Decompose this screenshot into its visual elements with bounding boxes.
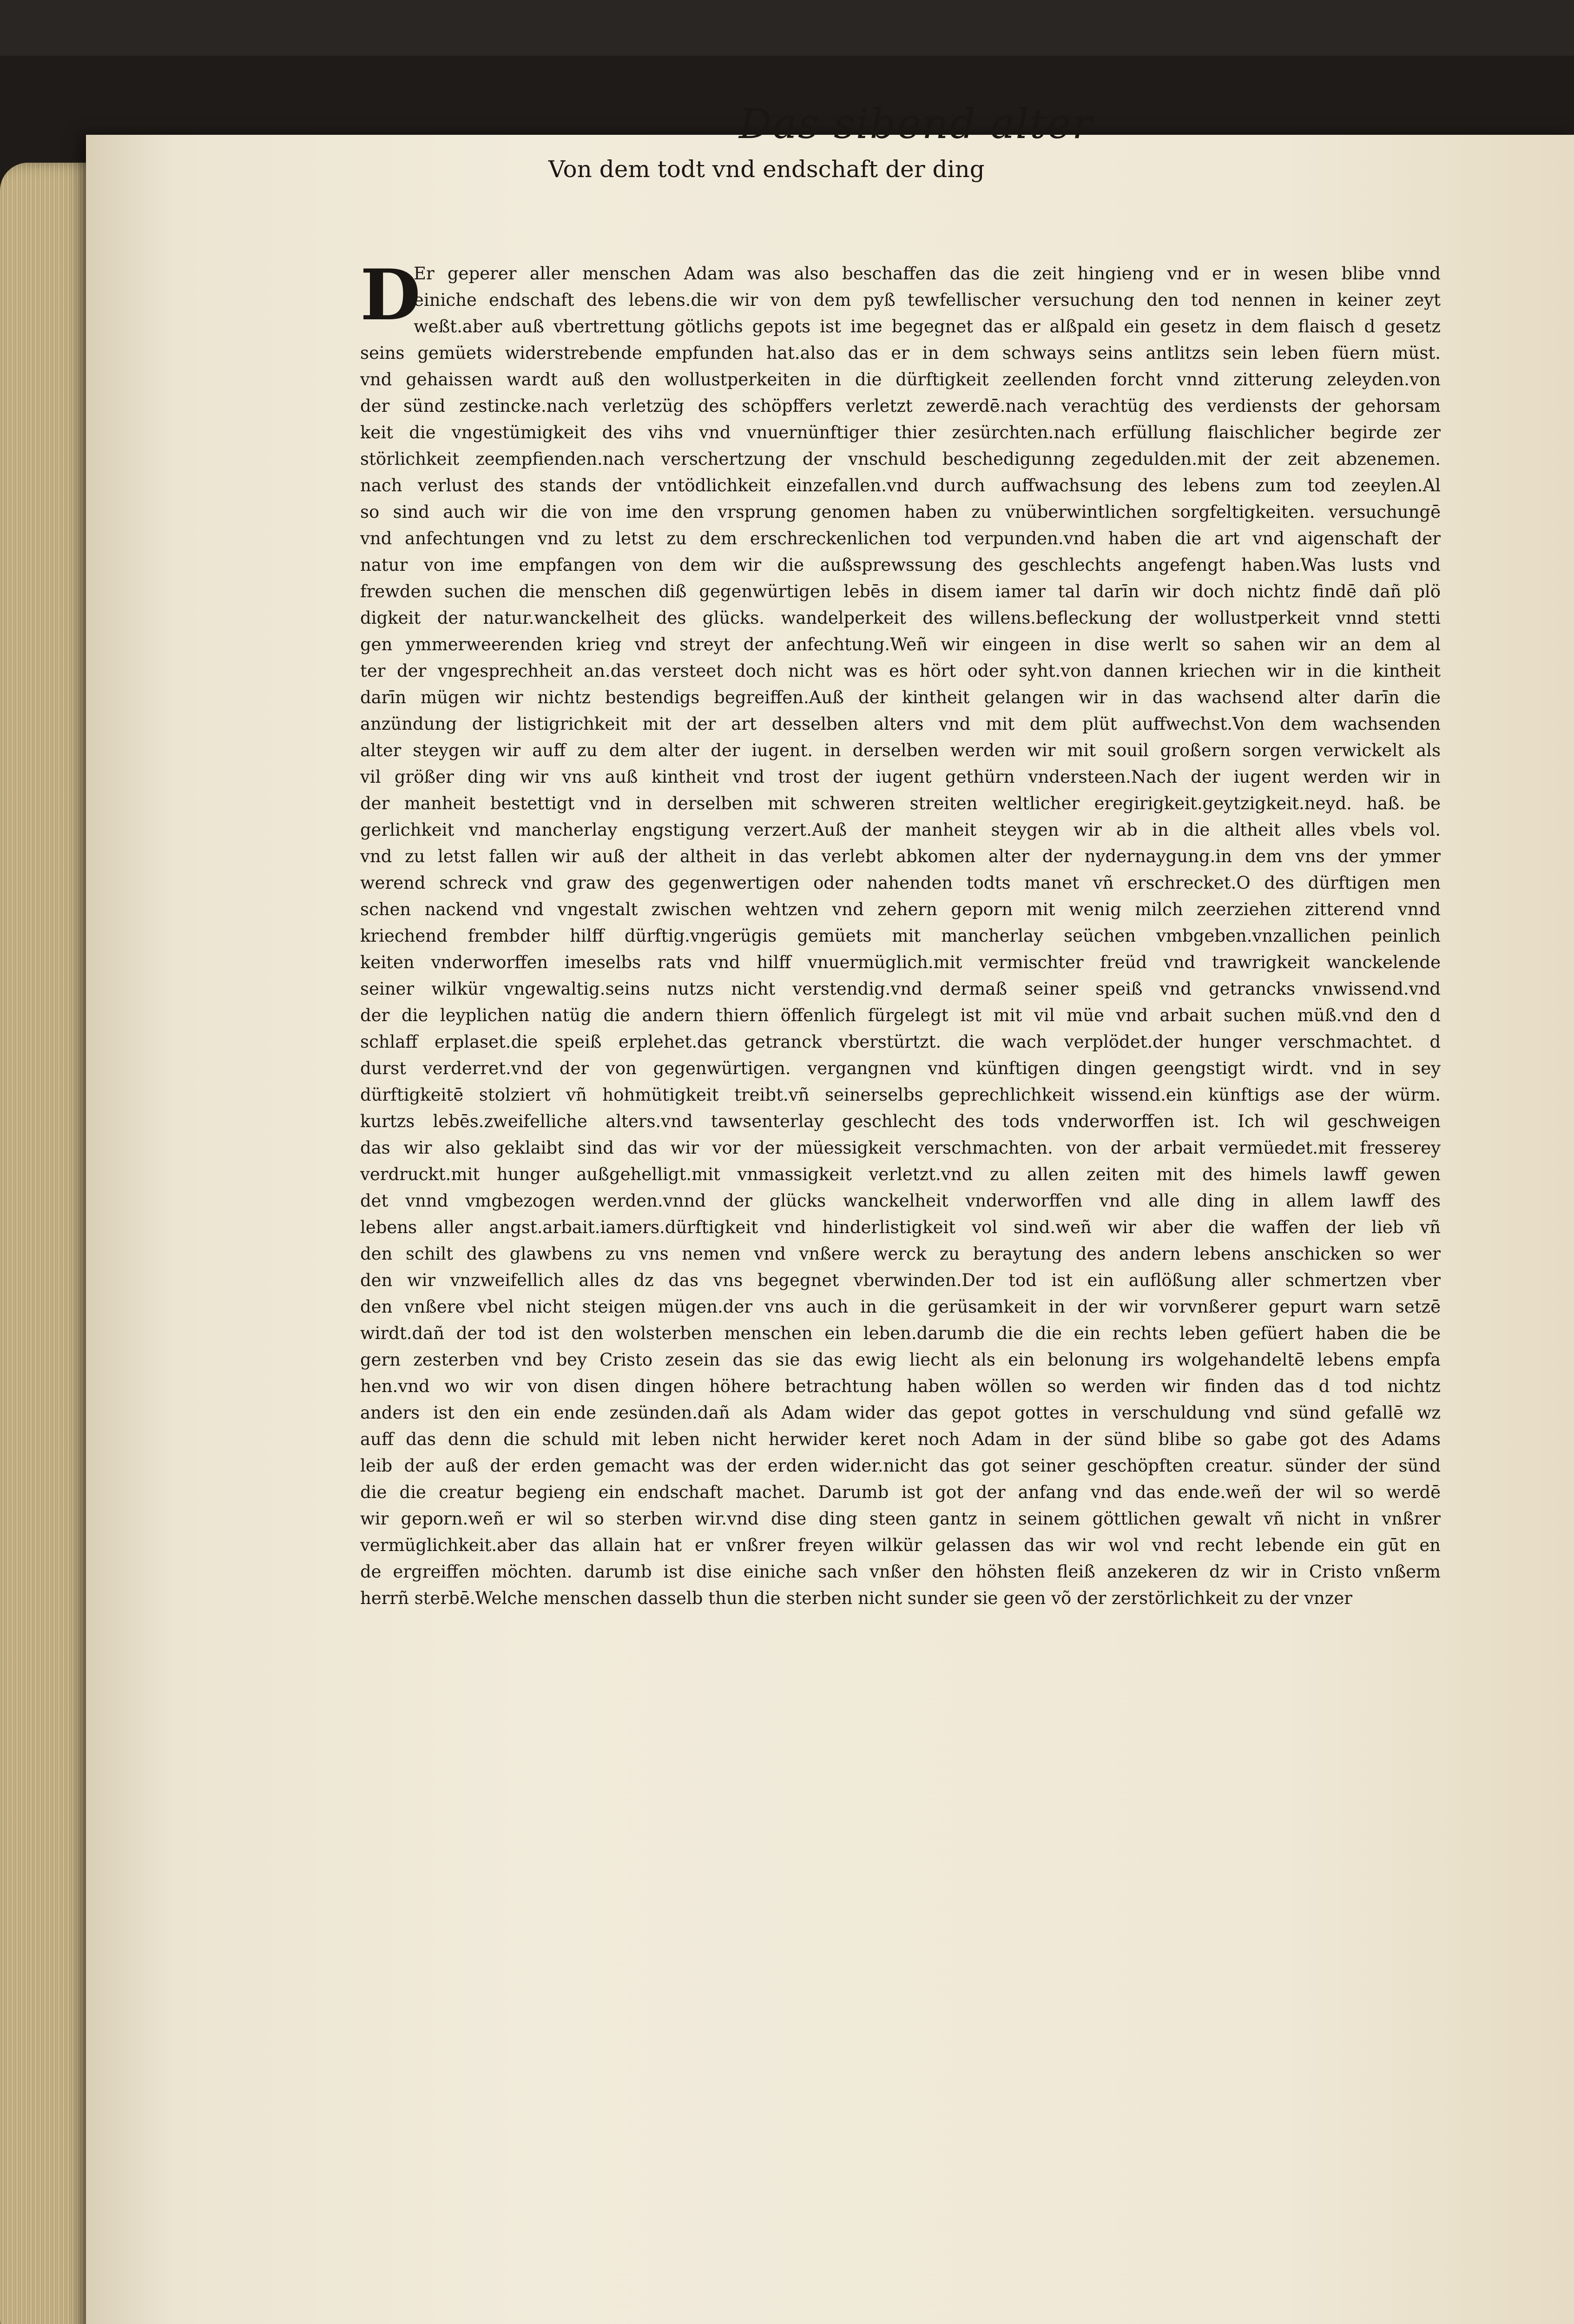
text-line: gern zesterben vnd bey Cristo zesein das sie das ewig liecht als ein belonung irs wolgehandeltē lebens empfa [360, 1350, 1441, 1370]
text-line: leib der auß der erden gemacht was der erden wider.nicht das got seiner geschöpften creatur. sünder der sünd [360, 1456, 1441, 1476]
text-line: die die creatur begieng ein endschaft machet. Darumb ist got der anfang vnd das ende.weñ der wil so werdē [360, 1482, 1441, 1502]
text-line: hen.vnd wo wir von disen dingen höhere betrachtung haben wöllen so werden wir finden das d tod nichtz [360, 1376, 1441, 1396]
text-line: vermüglichkeit.aber das allain hat er vnßrer freyen wilkür gelassen das wir wol vnd recht lebende ein gūt en [360, 1535, 1441, 1555]
text-line: keit die vngestümigkeit des vihs vnd vnuernünftiger thier zesürchten.nach erfüllung flaischlicher begirde zer [360, 423, 1441, 442]
text-line: vnd anfechtungen vnd zu letst zu dem erschreckenlichen tod verpunden.vnd haben die art vnd aigenschaft der [360, 528, 1441, 548]
text-line: de ergreiffen möchten. darumb ist dise einiche sach vnßer den höhsten fleiß anzekeren dz wir in Cristo vnßerm [360, 1562, 1441, 1582]
text-line: der manheit bestettigt vnd in derselben mit schweren streiten weltlicher eregirigkeit.geytzigkeit.neyd. haß. be [360, 793, 1441, 813]
text-line: das wir also geklaibt sind das wir vor der müessigkeit verschmachten. von der arbait vermüedet.mit fresserey [360, 1138, 1441, 1158]
page-edges [0, 163, 98, 2324]
text-line: darīn mügen wir nichtz bestendigs begreiffen.Auß der kintheit gelangen wir in das wachsend alter darīn die [360, 687, 1441, 707]
section-title: Von dem todt vnd endschaft der ding [548, 156, 985, 183]
text-line: werend schreck vnd graw des gegenwertigen oder nahenden todts manet vñ erschrecket.O des dürftigen men [360, 873, 1441, 893]
text-line: gen ymmerweerenden krieg vnd streyt der anfechtung.Weñ wir eingeen in dise werlt so sahen wir an dem al [360, 634, 1441, 654]
text-line: den wir vnzweifellich alles dz das vns begegnet vberwinden.Der tod ist ein auflößung aller schmertzen vber [360, 1270, 1441, 1290]
text-line: gerlichkeit vnd mancherlay engstigung verzert.Auß der manheit steygen wir ab in die altheit alles vbels vol. [360, 820, 1441, 840]
text-line: nach verlust des stands der vntödlichkeit einzefallen.vnd durch auffwachsung des lebens zum tod zeeylen.Al [360, 475, 1441, 495]
text-line: schen nackend vnd vngestalt zwischen wehtzen vnd zehern geporn mit wenig milch zeerziehen zitterend vnnd [360, 899, 1441, 919]
text-line: vil größer ding wir vns auß kintheit vnd trost der iugent gethürn vndersteen.Nach der iugent werden wir in [360, 767, 1441, 787]
text-line: störlichkeit zeempfienden.nach verschertzung der vnschuld beschedigunng zegedulden.mit der zeit abzenemen. [360, 449, 1441, 469]
text-line: vnd zu letst fallen wir auß der altheit in das verlebt abkomen alter der nydernaygung.in dem vns der ymmer [360, 846, 1441, 866]
text-line: dürftigkeitē stolziert vñ hohmütigkeit treibt.vñ seinerselbs geprechlichkeit wissend.ein künftigs ase der würm. [360, 1085, 1441, 1105]
text-line: durst verderret.vnd der von gegenwürtigen. vergangnen vnd künftigen dingen geengstigt wirdt. vnd in sey [360, 1058, 1441, 1078]
text-line: wir geporn.weñ er wil so sterben wir.vnd dise ding steen gantz in seinem göttlichen gewalt vñ nicht in vnßrer [360, 1509, 1441, 1529]
text-line: schlaff erplaset.die speiß erplehet.das getranck vberstürtzt. die wach verplödet.der hunger verschmachtet. d [360, 1032, 1441, 1052]
text-line: verdruckt.mit hunger außgehelligt.mit vnmassigkeit verletzt.vnd zu allen zeiten mit des himels lawff gewen [360, 1164, 1441, 1184]
text-line: Er geperer aller menschen Adam was also beschaffen das die zeit hingieng vnd er in wesen blibe vnnd [414, 264, 1441, 284]
body-text [360, 193, 1441, 1701]
text-line: den vnßere vbel nicht steigen mügen.der vns auch in die gerüsamkeit in der wir vorvnßerer gepurt warn setzē [360, 1297, 1441, 1317]
text-line: vnd gehaissen wardt auß den wollustperkeiten in die dürftigkeit zeellenden forcht vnnd zitterung zeleyden.von [360, 370, 1441, 390]
text-line: alter steygen wir auff zu dem alter der iugent. in derselben werden wir mit souil großern sorgen verwickelt als [360, 740, 1441, 760]
text-line: weßt.aber auß vbertrettung götlichs gepots ist ime begegnet das er alßpald ein gesetz in dem flaisch d gesetz [414, 317, 1441, 337]
text-line: herrñ sterbē.Welche menschen dasselb thun die sterben nicht sunder sie geen võ der zerstörlichkeit zu der vnzer [360, 1588, 1352, 1608]
text-line: kriechend frembder hilff dürftig.vngerügis gemüets mit mancherlay seüchen vmbgeben.vnzallichen peinlich [360, 926, 1441, 946]
text-line: anders ist den ein ende zesünden.dañ als Adam wider das gepot gottes in verschuldung vnd sünd gefallē wz [360, 1403, 1441, 1423]
text-line: der sünd zestincke.nach verletzüg des schöpffers verletzt zewerdē.nach verachtüg des verdiensts der gehorsam [360, 396, 1441, 416]
text-line: natur von ime empfangen von dem wir die außsprewssung des geschlechts angefengt haben.Was lusts vnd [360, 555, 1441, 575]
running-head: Das sibend alter [739, 100, 1093, 148]
text-line: keiten vnderworffen imeselbs rats vnd hilff vnuermüglich.mit vermischter freüd vnd trawrigkeit wanckelende [360, 952, 1441, 972]
text-line: den schilt des glawbens zu vns nemen vnd vnßere werck zu beraytung des andern lebens anschicken so wer [360, 1244, 1441, 1264]
text-line: auff das denn die schuld mit leben nicht herwider keret noch Adam in der sünd blibe so gabe got des Adams [360, 1429, 1441, 1449]
text-line: seiner wilkür vngewaltig.seins nutzs nicht verstendig.vnd dermaß seiner speiß vnd getrancks vnwissend.vnd [360, 979, 1441, 999]
text-line: det vnnd vmgbezogen werden.vnnd der glücks wanckelheit vnderworffen vnd alle ding in allem lawff des [360, 1191, 1441, 1211]
text-line: wirdt.dañ der tod ist den wolsterben menschen ein leben.darumb die die ein rechts leben gefüert haben die be [360, 1323, 1441, 1343]
text-line: digkeit der natur.wanckelheit des glücks. wandelperkeit des willens.befleckung der wollustperkeit vnnd stetti [360, 608, 1441, 628]
text-line: so sind auch wir die von ime den vrsprung genomen haben zu vnüberwintlichen sorgfeltigkeiten. versuchungē [360, 502, 1441, 522]
text-line: einiche endschaft des lebens.die wir von dem pyß tewfellischer versuchung den tod nennen in keiner zeyt [414, 290, 1441, 310]
text-line: ter der vngesprechheit an.das versteet doch nicht was es hört oder syht.von dannen kriechen wir in die kintheit [360, 661, 1441, 681]
text-line: kurtzs lebēs.zweifelliche alters.vnd tawsenterlay geschlecht des tods vnderworffen ist. Ich wil geschweigen [360, 1111, 1441, 1131]
text-line: der die leyplichen natüg die andern thiern öffenlich fürgelegt ist mit vil müe vnd arbait suchen müß.vnd den d [360, 1005, 1441, 1025]
text-line: anzündung der listigrichkeit mit der art desselben alters vnd mit dem plüt auffwechst.Von dem wachsenden [360, 714, 1441, 734]
text-line: lebens aller angst.arbait.iamers.dürftigkeit vnd hinderlistigkeit vol sind.weñ wir aber die waffen der lieb vñ [360, 1217, 1441, 1237]
decorated-initial: D [360, 254, 421, 336]
text-line: seins gemüets widerstrebende empfunden hat.also das er in dem schways seins antlitzs sein leben füern müst. [360, 343, 1441, 363]
text-line: frewden suchen die menschen diß gegenwürtigen lebēs in disem iamer tal darīn wir doch nichtz findē dañ plö [360, 581, 1441, 601]
